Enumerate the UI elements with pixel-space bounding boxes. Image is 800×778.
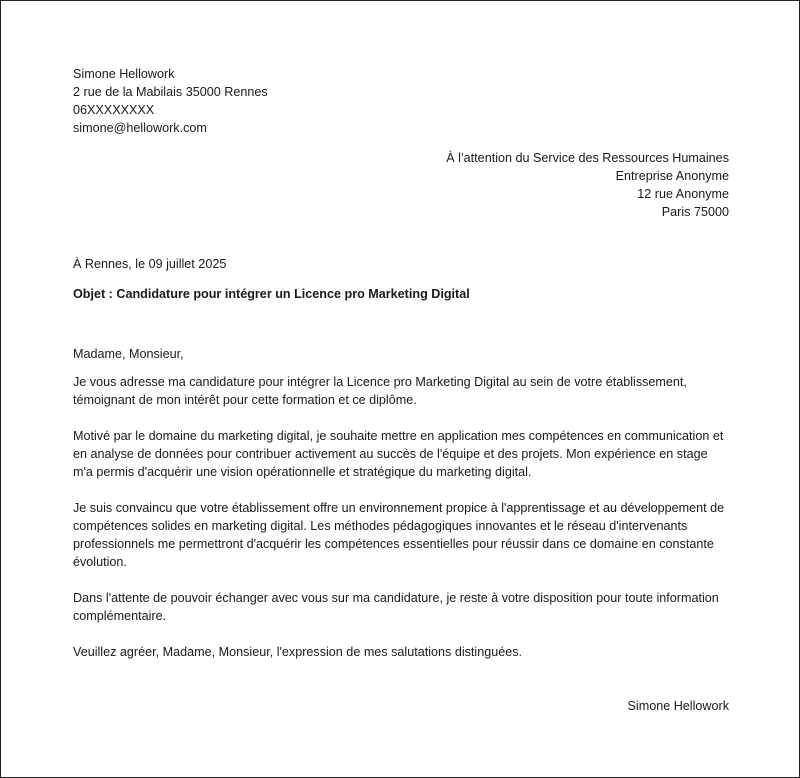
body-paragraph-3: Je suis convaincu que votre établissement offre un environnement propice à l'apprentissage et au développement de compétences solides en marketing digital. Les méthodes pédagogiques innovantes et le réseau d'intervenants professionnels me permettront d'acquérir les compétences essentielles pour réussir dans ce domaine en constante évolution.: [73, 501, 725, 569]
greeting: Madame, Monsieur,: [73, 347, 184, 361]
sender-phone: 06XXXXXXXX: [73, 103, 155, 117]
body-paragraph-4: Dans l'attente de pouvoir échanger avec vous sur ma candidature, je reste à votre disposition pour toute information complémentaire.: [73, 591, 719, 623]
body-paragraph-2: Motivé par le domaine du marketing digital, je souhaite mettre en application mes compétences en communication et en analyse de données pour contribuer activement au succès de l'équipe et des projets. Mon expérience en stage m'a permis d'acquérir une vision opérationnelle et stratégique du marketing digital.: [73, 429, 724, 479]
closing-formula: Veuillez agréer, Madame, Monsieur, l'expression de mes salutations distinguées.: [73, 645, 523, 659]
sender-name: Simone Hellowork: [73, 67, 175, 81]
subject-line: Objet : Candidature pour intégrer un Licence pro Marketing Digital: [73, 287, 470, 301]
date-line: À Rennes, le 09 juillet 2025: [73, 257, 227, 271]
signature: Simone Hellowork: [627, 699, 729, 713]
sender-email: simone@hellowork.com: [73, 121, 207, 135]
recipient-block: [73, 149, 729, 221]
sender-block: [73, 65, 729, 137]
recipient-attention: À l’attention du Service des Ressources Humaines: [446, 151, 729, 165]
body-paragraph-1: Je vous adresse ma candidature pour intégrer la Licence pro Marketing Digital au sein de votre établissement, témoignant de mon intérêt pour cette formation et ce diplôme.: [73, 375, 687, 407]
recipient-street: 12 rue Anonyme: [637, 187, 729, 201]
letter-content: [73, 65, 729, 715]
recipient-company: Entreprise Anonyme: [615, 169, 729, 183]
sender-address: 2 rue de la Mabilais 35000 Rennes: [73, 85, 268, 99]
recipient-city: Paris 75000: [661, 205, 729, 219]
